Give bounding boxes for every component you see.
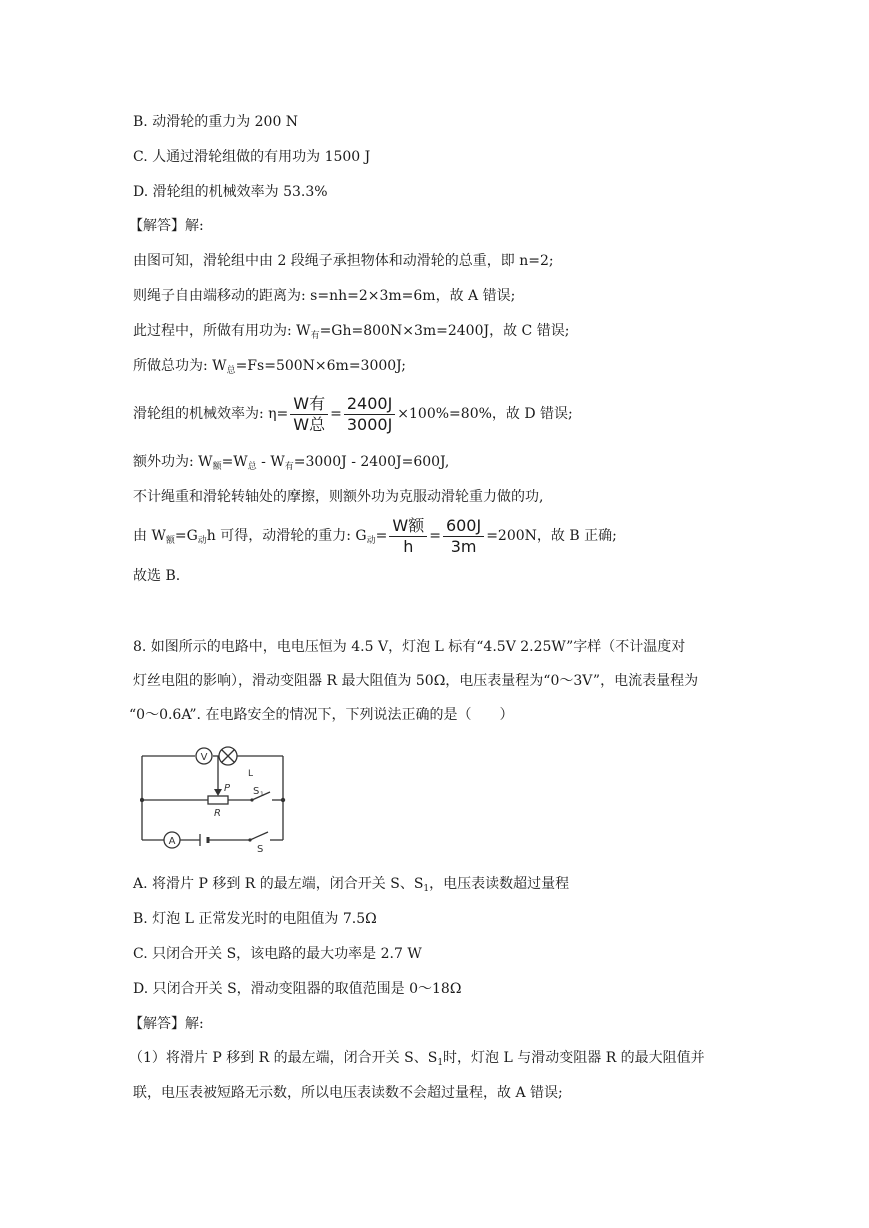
q8-solution-line-2: 联，电压表被短路无示数，所以电压表读数不会超过量程，故 A 错误;: [133, 1085, 563, 1101]
denominator: 3000J: [346, 414, 393, 434]
subscript: 总: [226, 366, 236, 376]
resistor-symbol: [208, 796, 228, 804]
q8-solution-line-1: [129, 1048, 705, 1073]
efficiency-fraction-symbolic: [290, 394, 328, 435]
denominator: 3m: [450, 536, 477, 556]
junction-dot: [248, 838, 251, 841]
q8-option-c: C. 只闭合开关 S，该电路的最大功率是 2.7 W: [133, 946, 422, 962]
switch-s1-label: S: [253, 786, 260, 797]
text: 滑轮组的机械效率为: η=: [133, 406, 289, 422]
numerator: W有: [290, 394, 328, 415]
q7-solution-line-4: [133, 356, 406, 381]
q8-option-b: B. 灯泡 L 正常发光时的电阻值为 7.5Ω: [133, 911, 377, 927]
q7-solution-line-8: [133, 512, 617, 560]
subscript: 1: [437, 1058, 444, 1068]
text: ，电压表读数超过量程: [429, 876, 570, 892]
voltmeter-label: V: [200, 752, 208, 763]
text: =3000J - 2400J=600J,: [293, 454, 450, 470]
switch-s-blade: [250, 832, 268, 840]
q7-option-b: B. 动滑轮的重力为 200 N: [133, 114, 299, 130]
text: =Fs=500N×6m=3000J;: [235, 358, 406, 374]
text: 此过程中，所做有用功为: W: [133, 323, 311, 339]
subscript: 动: [197, 536, 207, 546]
junction-dot: [140, 798, 144, 802]
gravity-fraction-numeric: [443, 516, 484, 557]
q7-solution-line-9: 故选 B.: [133, 568, 181, 584]
text: =200N，故 B 正确;: [486, 528, 617, 544]
gravity-fraction-symbolic: [389, 516, 427, 557]
numerator: W额: [389, 516, 427, 537]
equals: =: [330, 406, 342, 422]
efficiency-fraction-numeric: [344, 394, 395, 435]
text: （1）将滑片 P 移到 R 的最左端，闭合开关 S、S: [129, 1050, 438, 1066]
q7-solution-line-6: [133, 452, 449, 477]
junction-dot: [281, 798, 285, 802]
denominator: h: [403, 536, 414, 556]
q8-option-a: [133, 874, 569, 899]
subscript: 额: [212, 462, 222, 472]
numerator: 600J: [443, 516, 484, 537]
subscript: 有: [310, 331, 320, 341]
q7-solution-line-1: 由图可知，滑轮组中由 2 段绳子承担物体和动滑轮的总重，即 n=2;: [133, 253, 554, 269]
circuit-diagram: [140, 742, 290, 854]
text: 所做总功为: W: [133, 358, 227, 374]
subscript: 1: [423, 884, 430, 894]
text: =W: [221, 454, 248, 470]
q8-option-d: D. 只闭合开关 S，滑动变阻器的取值范围是 0～18Ω: [133, 981, 462, 997]
equals: =: [429, 528, 441, 544]
text: A. 将滑片 P 移到 R 的最左端，闭合开关 S、S: [133, 876, 424, 892]
slider-label: P: [224, 783, 231, 794]
text: h 可得，动滑轮的重力: G: [206, 528, 367, 544]
q7-solution-line-3: [133, 321, 569, 346]
text: 额外功为: W: [133, 454, 213, 470]
q7-option-d: D. 滑轮组的机械效率为 53.3%: [133, 184, 328, 200]
text: =: [375, 528, 388, 544]
text: 由 W: [133, 528, 166, 544]
q7-solution-line-2: 则绳子自由端移动的距离为: s=nh=2×3m=6m，故 A 错误;: [133, 288, 516, 304]
resistor-label: R: [214, 808, 221, 819]
switch-s-label: S: [257, 844, 264, 854]
text: 时，灯泡 L 与滑动变阻器 R 的最大阻值并: [443, 1050, 705, 1066]
denominator: W总: [293, 414, 326, 434]
junction-dot: [250, 798, 253, 801]
subscript: 有: [284, 462, 294, 472]
q7-solution-line-5: [133, 390, 573, 438]
q8-stem-line-1: 8. 如图所示的电路中，电电压恒为 4.5 V，灯泡 L 标有“4.5V 2.25W”字样（不计温度对: [133, 639, 686, 655]
numerator: 2400J: [344, 394, 395, 415]
text: =G: [174, 528, 198, 544]
q8-stem-line-3: “0～0.6A”. 在电路安全的情况下，下列说法正确的是（ ）: [129, 707, 514, 723]
q7-solution-line-7: 不计绳重和滑轮转轴处的摩擦，则额外功为克服动滑轮重力做的功,: [133, 489, 544, 505]
text: ×100%=80%，故 D 错误;: [397, 406, 573, 422]
ammeter-label: A: [168, 836, 176, 847]
q8-answer-header: 【解答】解:: [129, 1016, 204, 1032]
switch-s1-subscript: 1: [260, 791, 264, 798]
subscript: 总: [247, 462, 257, 472]
q7-answer-header: 【解答】解:: [129, 218, 204, 234]
slider-arrow: [214, 789, 222, 796]
text: - W: [256, 454, 285, 470]
subscript: 额: [165, 536, 175, 546]
text: =Gh=800N×3m=2400J，故 C 错误;: [319, 323, 570, 339]
q8-stem-line-2: 灯丝电阻的影响），滑动变阻器 R 最大阻值为 50Ω，电压表量程为“0～3V”，电流表量程为: [133, 673, 699, 689]
q7-option-c: C. 人通过滑轮组做的有用功为 1500 J: [133, 149, 371, 165]
subscript: 动: [366, 536, 376, 546]
lamp-label: L: [248, 769, 254, 779]
